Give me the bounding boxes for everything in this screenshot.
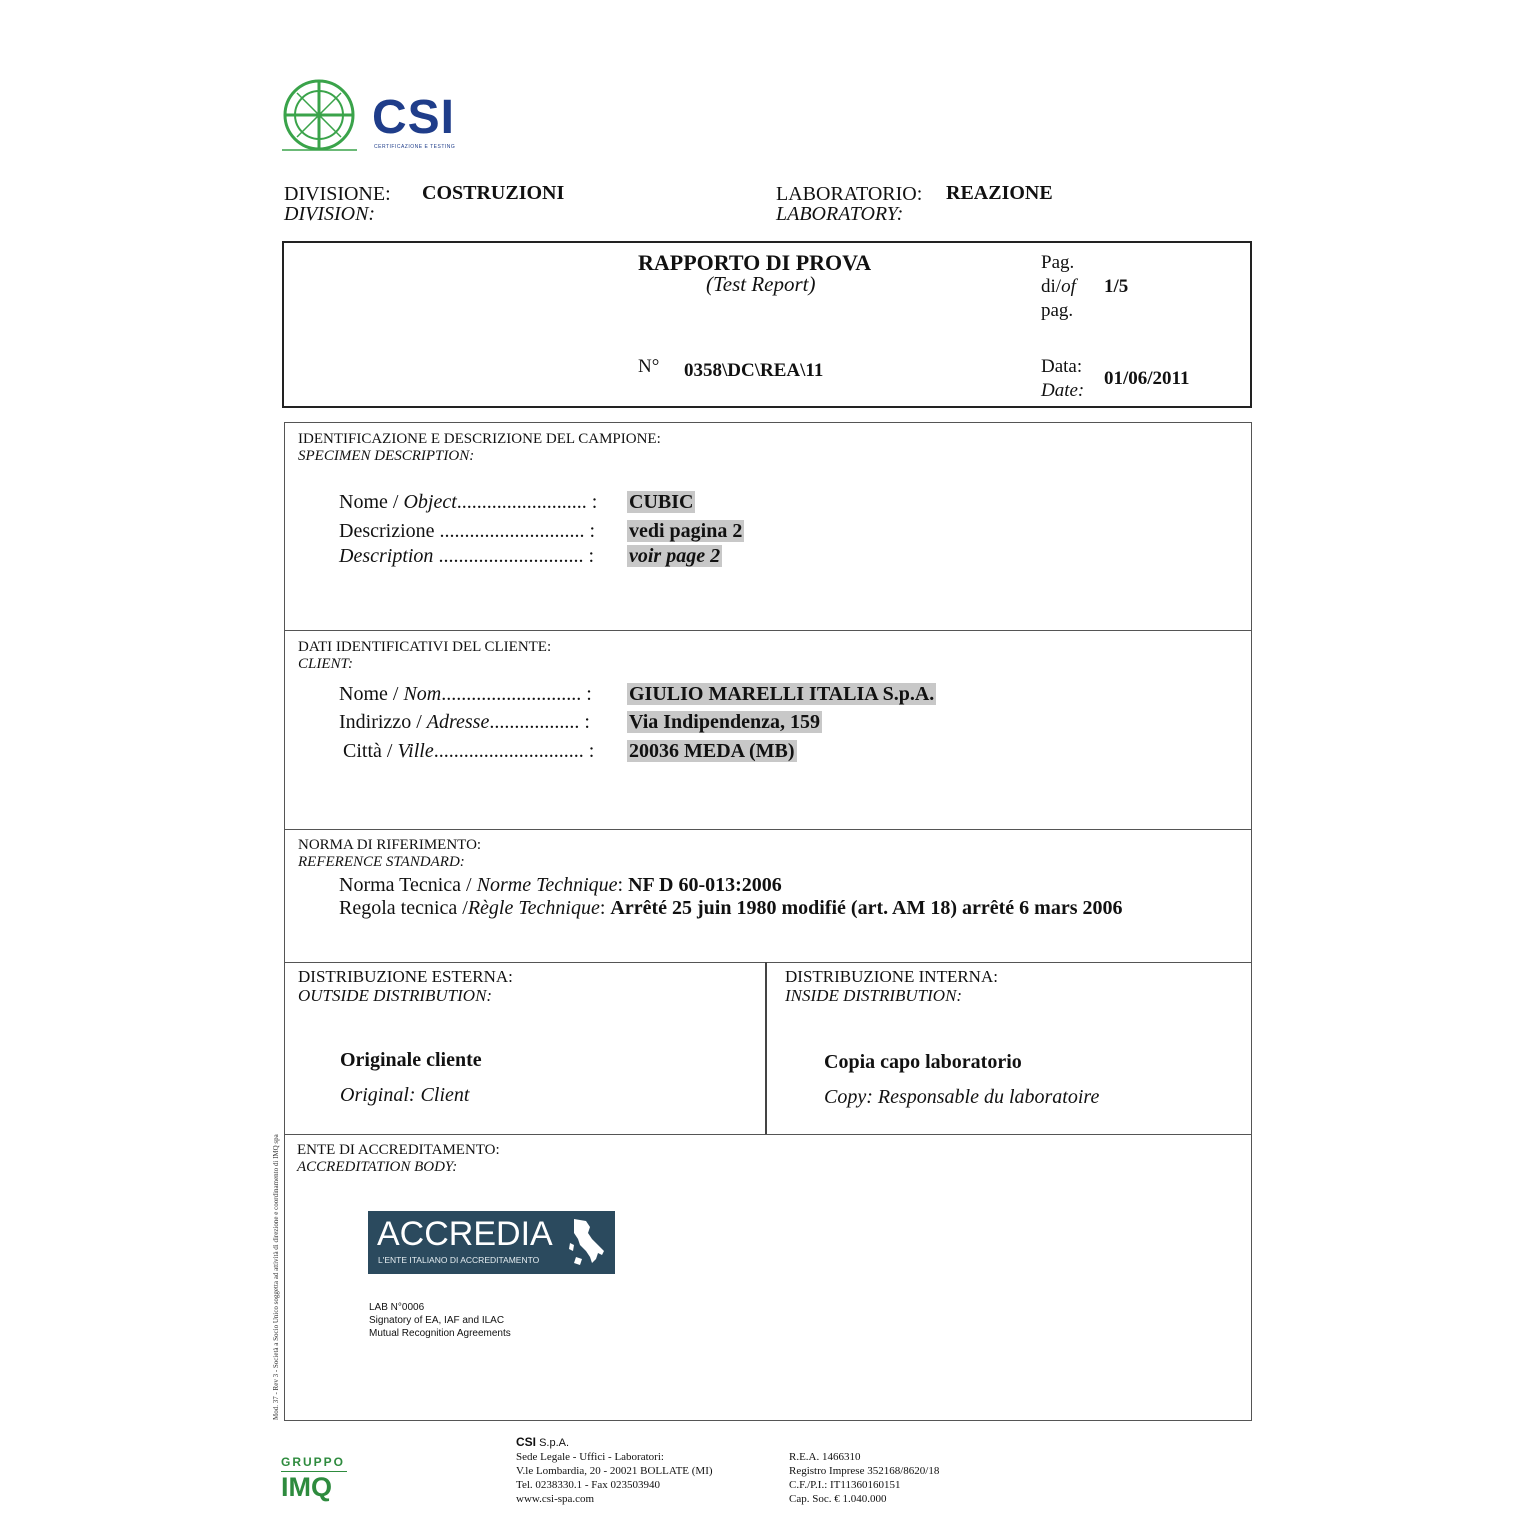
imq-logo-text: IMQ: [281, 1472, 332, 1502]
client-city-label: Città /: [343, 740, 398, 762]
footer-col1-2: Tel. 0238330.1 - Fax 023503940: [516, 1479, 661, 1491]
specimen-name-value: CUBIC: [629, 491, 694, 513]
division-label: DIVISIONE:: [284, 183, 391, 205]
footer-col2-0: R.E.A. 1466310: [789, 1451, 861, 1463]
report-subtitle: (Test Report): [706, 272, 816, 296]
csi-logo-text: CSI: [372, 91, 456, 144]
specimen-name-label: Nome /: [339, 491, 404, 513]
client-city-dots: .............................. :: [433, 740, 595, 762]
accredia-logo-text: ACCREDIA: [377, 1215, 553, 1253]
date-label-en: Date:: [1041, 380, 1085, 401]
accredia-logo-sub: L'ENTE ITALIANO DI ACCREDITAMENTO: [378, 1255, 540, 1265]
report-title: RAPPORTO DI PROVA: [638, 250, 872, 275]
number-value: 0358\DC\REA\11: [684, 360, 824, 381]
client-address-label-en: Adresse: [426, 711, 490, 733]
laboratory-label: LABORATORIO:: [776, 183, 923, 205]
specimen-name-dots: .......................... :: [456, 491, 598, 513]
specimen-desc-dots-en: ............................. :: [438, 545, 594, 567]
accredia-logo: [368, 1211, 615, 1274]
standard-title: NORMA DI RIFERIMENTO:: [298, 837, 482, 853]
accreditation-title-en: ACCREDITATION BODY:: [297, 1159, 458, 1175]
specimen-desc-value-en: voir page 2: [629, 545, 721, 567]
page-label-3: pag.: [1041, 300, 1074, 321]
page-label-1: Pag.: [1041, 252, 1075, 273]
accreditation-section: [284, 1134, 1252, 1421]
accredia-line1: Signatory of EA, IAF and ILAC: [369, 1315, 505, 1326]
client-city-value: 20036 MEDA (MB): [629, 740, 795, 762]
regola-value: Arrêté 25 juin 1980 modifié (art. AM 18) arrêté 6 mars 2006: [610, 897, 1123, 919]
inside-title: DISTRIBUZIONE INTERNA:: [785, 967, 998, 986]
norma-label-en: Norme Technique: [476, 874, 618, 896]
division-label-en: DIVISION:: [284, 203, 376, 225]
date-value: 01/06/2011: [1104, 368, 1190, 389]
specimen-name-label-en: Object: [403, 491, 457, 513]
division-value: COSTRUZIONI: [422, 182, 565, 204]
specimen-desc-dots: ............................. :: [439, 520, 596, 542]
imq-group-label: GRUPPO: [281, 1455, 346, 1469]
specimen-desc-label-en: Description: [339, 545, 439, 567]
client-name-value: GIULIO MARELLI ITALIA S.p.A.: [629, 683, 935, 705]
outside-title: DISTRIBUZIONE ESTERNA:: [298, 967, 513, 986]
norma-value: NF D 60-013:2006: [628, 874, 782, 896]
accreditation-title: ENTE DI ACCREDITAMENTO:: [297, 1142, 500, 1158]
footer-company-suffix: S.p.A.: [536, 1437, 570, 1449]
client-name-label: Nome /: [339, 683, 404, 705]
accredia-line2: Mutual Recognition Agreements: [369, 1328, 511, 1339]
footer-col2-3: Cap. Soc. € 1.040.000: [789, 1493, 887, 1505]
client-address-label: Indirizzo /: [339, 711, 427, 733]
standard-title-en: REFERENCE STANDARD:: [298, 854, 465, 870]
side-note: Mod. 37 - Rev 3 - Società a Socio Unico soggetta ad attività di direzione e coordinamento di IMQ spa: [272, 1134, 280, 1420]
csi-logo-subtitle: CERTIFICAZIONE E TESTING: [374, 144, 456, 150]
specimen-desc-value: vedi pagina 2: [629, 520, 743, 542]
norma-label: Norma Tecnica /: [339, 874, 477, 896]
footer-col1-0: Sede Legale - Uffici - Laboratori:: [516, 1451, 664, 1463]
number-label: N°: [638, 356, 660, 377]
footer-col2-1: Registro Imprese 352168/8620/18: [789, 1465, 940, 1477]
client-city-label-en: Ville: [397, 740, 434, 762]
client-name-dots: ............................ :: [441, 683, 592, 705]
accredia-lab-no: LAB N°0006: [369, 1302, 425, 1313]
page-value: 1/5: [1104, 276, 1129, 297]
client-address-dots: .................. :: [489, 711, 590, 733]
footer-company: CSI: [516, 1435, 537, 1449]
outside-value-en: Original: Client: [340, 1084, 470, 1106]
distribution-divider: [765, 962, 767, 1135]
specimen-title: IDENTIFICAZIONE E DESCRIZIONE DEL CAMPIONE:: [298, 431, 661, 447]
specimen-desc-label: Descrizione: [339, 520, 440, 542]
inside-title-en: INSIDE DISTRIBUTION:: [785, 986, 963, 1005]
page-label-2a: di/: [1041, 276, 1062, 297]
inside-value: Copia capo laboratorio: [824, 1051, 1022, 1073]
inside-value-en: Copy: Responsable du laboratoire: [824, 1086, 1100, 1108]
page-label-2b: of: [1061, 276, 1076, 297]
outside-title-en: OUTSIDE DISTRIBUTION:: [298, 986, 493, 1005]
client-title-en: CLIENT:: [298, 656, 354, 672]
footer-col1-1: V.le Lombardia, 20 - 20021 BOLLATE (MI): [516, 1465, 713, 1477]
regola-label: Regola tecnica /: [339, 897, 468, 919]
date-label: Data:: [1041, 356, 1083, 377]
footer-col2-2: C.F./P.I.: IT11360160151: [789, 1479, 901, 1491]
client-name-label-en: Nom: [403, 683, 442, 705]
laboratory-value: REAZIONE: [946, 182, 1053, 204]
regola-label-en: Règle Technique: [467, 897, 600, 919]
outside-value: Originale cliente: [340, 1049, 482, 1071]
client-title: DATI IDENTIFICATIVI DEL CLIENTE:: [298, 639, 552, 655]
footer-col1-3: www.csi-spa.com: [516, 1493, 595, 1505]
italy-map-icon: [568, 1217, 610, 1269]
laboratory-label-en: LABORATORY:: [776, 203, 904, 225]
specimen-title-en: SPECIMEN DESCRIPTION:: [298, 448, 475, 464]
client-address-value: Via Indipendenza, 159: [629, 711, 820, 733]
